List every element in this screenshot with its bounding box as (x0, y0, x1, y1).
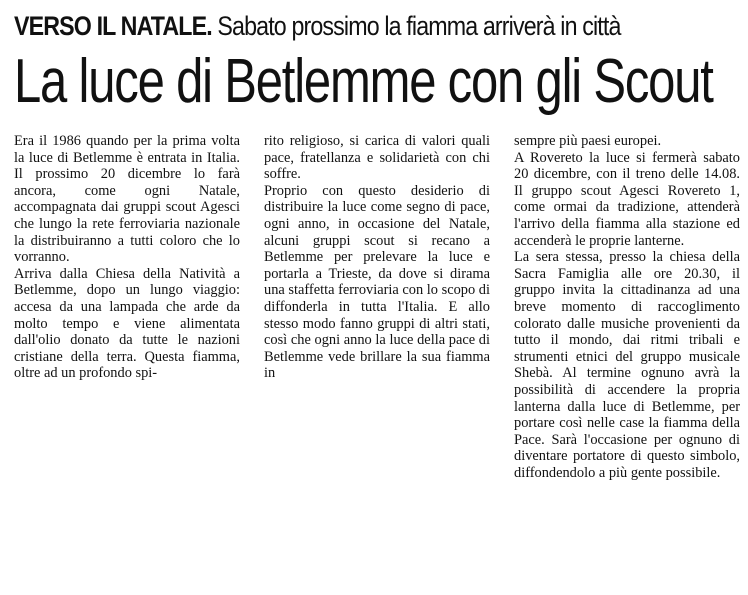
article-paragraph: A Rovereto la luce si fermerà sabato 20 dicembre, con il treno delle 14.08. Il gruppo scout Agesci Rovereto 1, come ormai da tradizione, attenderà l'arrivo della fiamma alla stazione ed accenderà le proprie lanterne. (514, 149, 740, 249)
article-paragraph: Arriva dalla Chiesa della Natività a Betlemme, dopo un lungo viaggio: accesa da una lampada che arde da molto tempo e viene alimentata dall'olio donato da tutte le nazioni cristiane della terra. Questa fiamma, oltre ad un profondo spi- (14, 265, 240, 382)
headline: La luce di Betlemme con gli Scout (14, 47, 713, 116)
article-paragraph: La sera stessa, presso la chiesa della Sacra Famiglia alle ore 20.30, il gruppo invita la cittadinanza ad una breve momento di raccoglimento colorato dalle musiche provenienti da tutto il mondo, dai ritmi tribali e strumenti etnici del gruppo musicale Shebà. Al termine ognuno avrà la possibilità di accendere la propria lanterna dalla luce di Betlemme, per portare così nelle case la fiamma della Pace. Sarà l'occasione per ognuno di diventare portatore di questo simbolo, diffondendolo a più gente possibile. (514, 249, 740, 481)
article-paragraph: rito religioso, si carica di valori quali pace, fratellanza e solidarietà con chi soffre. (264, 133, 490, 183)
article-column-3 (514, 133, 740, 481)
article-paragraph: Proprio con questo desiderio di distribuire la luce come segno di pace, ogni anno, in occasione del Natale, alcuni gruppi scout si recano a Betlemme per prelevare la luce e portarla a Trieste, da dove si dirama una staffetta ferroviaria con lo scopo di diffonderla in tutta l'Italia. E allo stesso modo fanno gruppi di altri stati, così che ogni anno la luce della pace di Betlemme vede brillare la sua fiamma in (264, 182, 490, 382)
article-column-1 (14, 133, 240, 382)
article-paragraph: Era il 1986 quando per la prima volta la luce di Betlemme è entrata in Italia. Il prossimo 20 dicembre lo farà ancora, come ogni Natale, accompagnata dai gruppi scout Agesci che lungo la rete ferroviaria nazionale la distribuiranno a tutti coloro che lo vorranno. (14, 133, 240, 266)
kicker-subtitle: Sabato prossimo la fiamma arriverà in città (217, 11, 621, 41)
article-paragraph: sempre più paesi europei. (514, 133, 662, 149)
kicker-label: VERSO IL NATALE. (14, 11, 212, 41)
kicker (14, 10, 642, 42)
article-column-2 (264, 133, 490, 382)
